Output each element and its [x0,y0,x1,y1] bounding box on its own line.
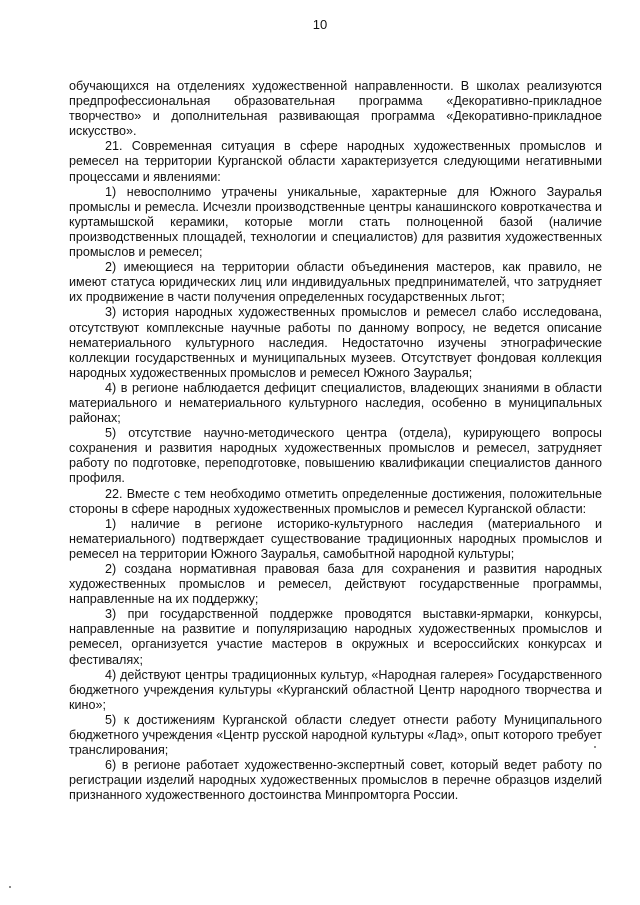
paragraph-22: 22. Вместе с тем необходимо отметить определенные достижения, положительные стороны в сфере народных художественных промыслов и ремесел Курганской области: [69,486,602,516]
paragraph-22-item-4: 4) действуют центры традиционных культур, «Народная галерея» Государственного бюджетного учреждения культуры «Курганский областной Центр народного творчества и кино»; [69,667,602,712]
scan-speck [9,886,11,888]
paragraph-22-item-2: 2) создана нормативная правовая база для сохранения и развития народных художественных промыслов и ремесел, действуют государственные программы, направленные на их поддержку; [69,562,602,607]
page-number: 10 [312,17,328,32]
paragraph-21-item-5: 5) отсутствие научно-методического центра (отдела), курирующего вопросы сохранения и развития народных художественных промыслов и ремесел, затрудняет работу по подготовке, переподготовке, повышению квалификации специалистов данного профиля. [69,426,602,486]
paragraph-22-item-6: 6) в регионе работает художественно-экспертный совет, который ведет работу по регистрации изделий народных художественных промыслов в перечне образцов изделий признанного художественного достоинства Минпромторга России. [69,758,602,803]
scan-speck [594,746,596,748]
paragraph-21-item-1: 1) невосполнимо утрачены уникальные, характерные для Южного Зауралья промыслы и ремесла. Исчезли производственные центры канашинского ковроткачества и куртамышской керамики, которые могли стать полноценной базой (наличие производственных площадей, технологии и специалистов) для развития художественных промыслов и ремесел; [69,184,602,260]
paragraph-21-item-2: 2) имеющиеся на территории области объединения мастеров, как правило, не имеют статуса юридических лиц или индивидуальных предпринимателей, что затрудняет их продвижение в части получения определенных государственных льгот; [69,260,602,305]
paragraph-22-item-1: 1) наличие в регионе историко-культурного наследия (материального и нематериального) подтверждает существование традиционных народных промыслов и ремесел на территории Южного Зауралья, самобытной народной культуры; [69,516,602,561]
paragraph-continuation: обучающихся на отделениях художественной направленности. В школах реализуются предпрофессиональная образовательная программа «Декоративно-прикладное творчество» и дополнительная развивающая программа «Декоративно-прикладное искусство». [69,79,602,139]
paragraph-21: 21. Современная ситуация в сфере народных художественных промыслов и ремесел на территории Курганской области характеризуется следующими негативными процессами и явлениями: [69,139,602,184]
paragraph-22-item-5: 5) к достижениям Курганской области следует отнести работу Муниципального бюджетного учреждения «Центр русской народной культуры «Лад», опыт которого требует транслирования; [69,712,602,758]
paragraph-21-item-4: 4) в регионе наблюдается дефицит специалистов, владеющих знаниями в области материального и нематериального культурного наследия, особенно в муниципальных районах; [69,380,602,426]
body-text [69,79,602,804]
paragraph-21-item-3: 3) история народных художественных промыслов и ремесел слабо исследована, отсутствуют комплексные научные работы по данному вопросу, не ведется описание нематериального культурного наследия. Недостаточно изучены этнографические коллекции государственных и муниципальных музеев. Отсутствует фондовая коллекция народных художественных промыслов и ремесел Южного Зауралья; [69,305,602,380]
paragraph-22-item-3: 3) при государственной поддержке проводятся выставки-ярмарки, конкурсы, направленные на развитие и популяризацию народных художественных промыслов и ремесел, организуется участие мастеров в окружных и всероссийских конкурсах и фестивалях; [69,607,602,667]
